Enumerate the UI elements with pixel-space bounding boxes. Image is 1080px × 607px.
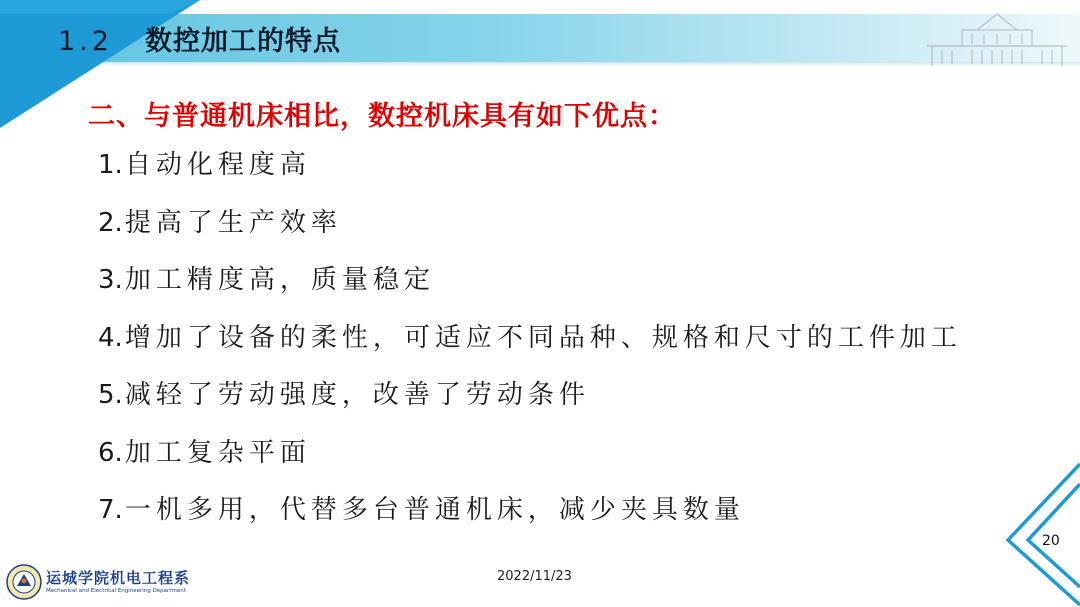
- item-text: 提高了生产效率: [124, 207, 342, 238]
- page-number: 20: [1042, 533, 1060, 549]
- list-item: [98, 140, 962, 198]
- item-number: 4.: [98, 322, 123, 353]
- department-name-en: Mechanical and Electrical Engineering Department: [46, 588, 186, 594]
- department-name: 运城学院机电工程系: [46, 569, 191, 587]
- school-seal-icon: [4, 562, 44, 602]
- item-number: 2.: [98, 207, 123, 238]
- item-text: 加工精度高，质量稳定: [124, 265, 435, 295]
- subtitle: 二、与普通机床相比，数控机床具有如下优点：: [88, 101, 676, 132]
- item-number: 1.: [98, 150, 123, 180]
- page-title: [58, 19, 341, 58]
- item-number: 7.: [98, 495, 123, 525]
- item-number: 6.: [98, 437, 123, 468]
- campus-building-icon: [922, 6, 1072, 68]
- list-item: [98, 428, 962, 486]
- item-text: 增加了设备的柔性，可适应不同品种、规格和尺寸的工件加工: [124, 322, 962, 353]
- chevron-decoration: [984, 462, 1080, 607]
- section-title: 数控加工的特点: [144, 26, 341, 57]
- list-item: [98, 370, 962, 428]
- item-text: 减轻了劳动强度，改善了劳动条件: [124, 380, 590, 410]
- slide-date: 2022/11/23: [497, 569, 572, 584]
- item-text: 加工复杂平面: [124, 437, 311, 468]
- advantages-list: [98, 140, 962, 543]
- list-item: [98, 255, 962, 313]
- item-text: 自动化程度高: [124, 150, 311, 180]
- list-item: [98, 198, 962, 256]
- item-number: 3.: [98, 265, 123, 295]
- list-item: [98, 313, 962, 371]
- list-item: [98, 485, 962, 543]
- section-number: 1.2: [58, 26, 113, 57]
- item-text: 一机多用，代替多台普通机床，减少夹具数量: [124, 495, 745, 525]
- item-number: 5.: [98, 380, 123, 410]
